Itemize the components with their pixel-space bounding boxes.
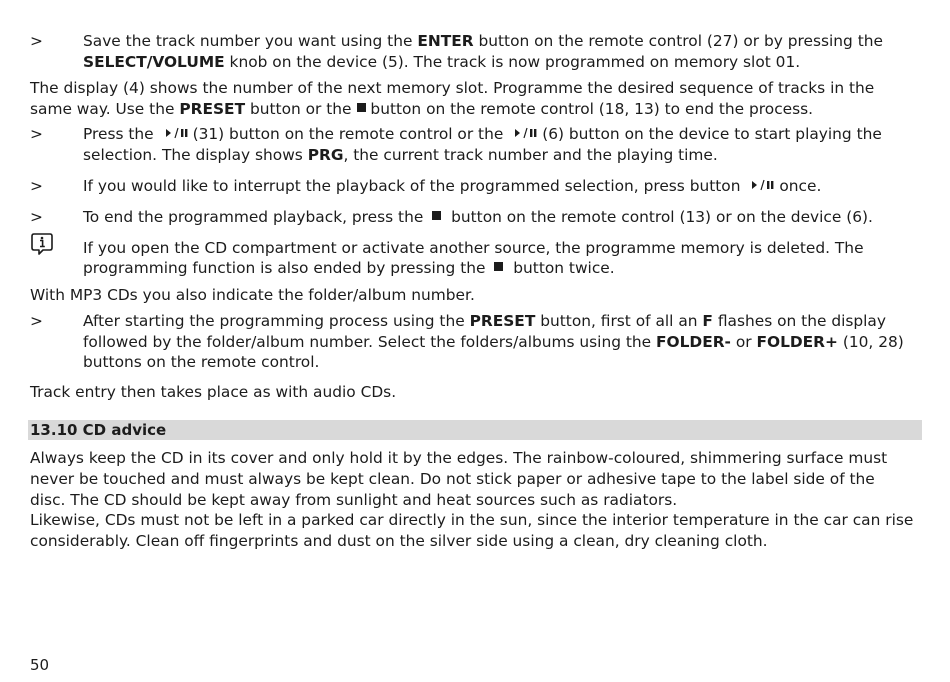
bullet-text-line: After starting the programming process using the PRESET button, first of all an F flashes on the display <box>83 312 886 330</box>
bullet-marker: > <box>30 177 43 195</box>
folder-plus-label: FOLDER+ <box>756 333 838 351</box>
section-body-line: disc. The CD should be kept away from sunlight and heat sources such as radiators. <box>30 491 678 509</box>
bullet-text-line: If you would like to interrupt the playback of the programmed selection, press button once. <box>83 177 822 195</box>
play-pause-icon <box>749 178 777 192</box>
preset-label: PRESET <box>179 100 246 118</box>
stop-icon <box>356 102 368 114</box>
folder-minus-label: FOLDER- <box>656 333 731 351</box>
bullet-marker: > <box>30 208 43 226</box>
info-text-line: If you open the CD compartment or activate another source, the programme memory is deleted. The <box>83 239 864 257</box>
bullet-marker: > <box>30 32 43 50</box>
stop-icon <box>430 210 444 222</box>
paragraph-line: The display (4) shows the number of the next memory slot. Programme the desired sequence of tracks in the <box>30 79 875 97</box>
page-number: 50 <box>30 656 50 674</box>
paragraph-line: Track entry then takes place as with audio CDs. <box>30 383 397 401</box>
bullet-marker: > <box>30 312 43 330</box>
bullet-text-line: To end the programmed playback, press the button on the remote control (13) or on the device (6). <box>83 208 873 226</box>
preset-label: PRESET <box>469 312 536 330</box>
section-body-line: considerably. Clean off fingerprints and dust on the silver side using a clean, dry cleaning cloth. <box>30 532 768 550</box>
paragraph-line: same way. Use the PRESET button or the button on the remote control (18, 13) to end the process. <box>30 100 814 118</box>
section-heading-bar <box>28 420 922 440</box>
info-icon <box>30 232 54 256</box>
section-body-line: never be touched and must always be kept clean. Do not stick paper or adhesive tape to the label side of the <box>30 470 875 488</box>
play-pause-icon <box>163 126 191 140</box>
section-body-line: Likewise, CDs must not be left in a parked car directly in the sun, since the interior temperature in the car can rise <box>30 511 914 529</box>
stop-icon <box>492 261 506 273</box>
bullet-text-line: Save the track number you want using the ENTER button on the remote control (27) or by pressing the <box>83 32 883 50</box>
select-volume-label: SELECT/VOLUME <box>83 53 225 71</box>
bullet-text-line: SELECT/VOLUME knob on the device (5). The track is now programmed on memory slot 01. <box>83 53 801 71</box>
bullet-marker: > <box>30 125 43 143</box>
bullet-text-line: buttons on the remote control. <box>83 353 320 371</box>
enter-label: ENTER <box>417 32 474 50</box>
prg-label: PRG <box>307 146 344 164</box>
paragraph-line: With MP3 CDs you also indicate the folder/album number. <box>30 286 475 304</box>
bullet-text-line: Press the (31) button on the remote control or the (6) button on the device to start playing the <box>83 125 882 143</box>
play-pause-icon <box>512 126 540 140</box>
bullet-text-line: followed by the folder/album number. Select the folders/albums using the FOLDER- or FOLDER+ (10, 28) <box>83 333 904 351</box>
section-heading: 13.10 CD advice <box>30 421 167 439</box>
bullet-text-line: selection. The display shows PRG, the current track number and the playing time. <box>83 146 718 164</box>
section-body-line: Always keep the CD in its cover and only hold it by the edges. The rainbow-coloured, shimmering surface must <box>30 449 888 467</box>
f-label: F <box>702 312 713 330</box>
info-text-line: programming function is also ended by pressing the button twice. <box>83 259 615 277</box>
